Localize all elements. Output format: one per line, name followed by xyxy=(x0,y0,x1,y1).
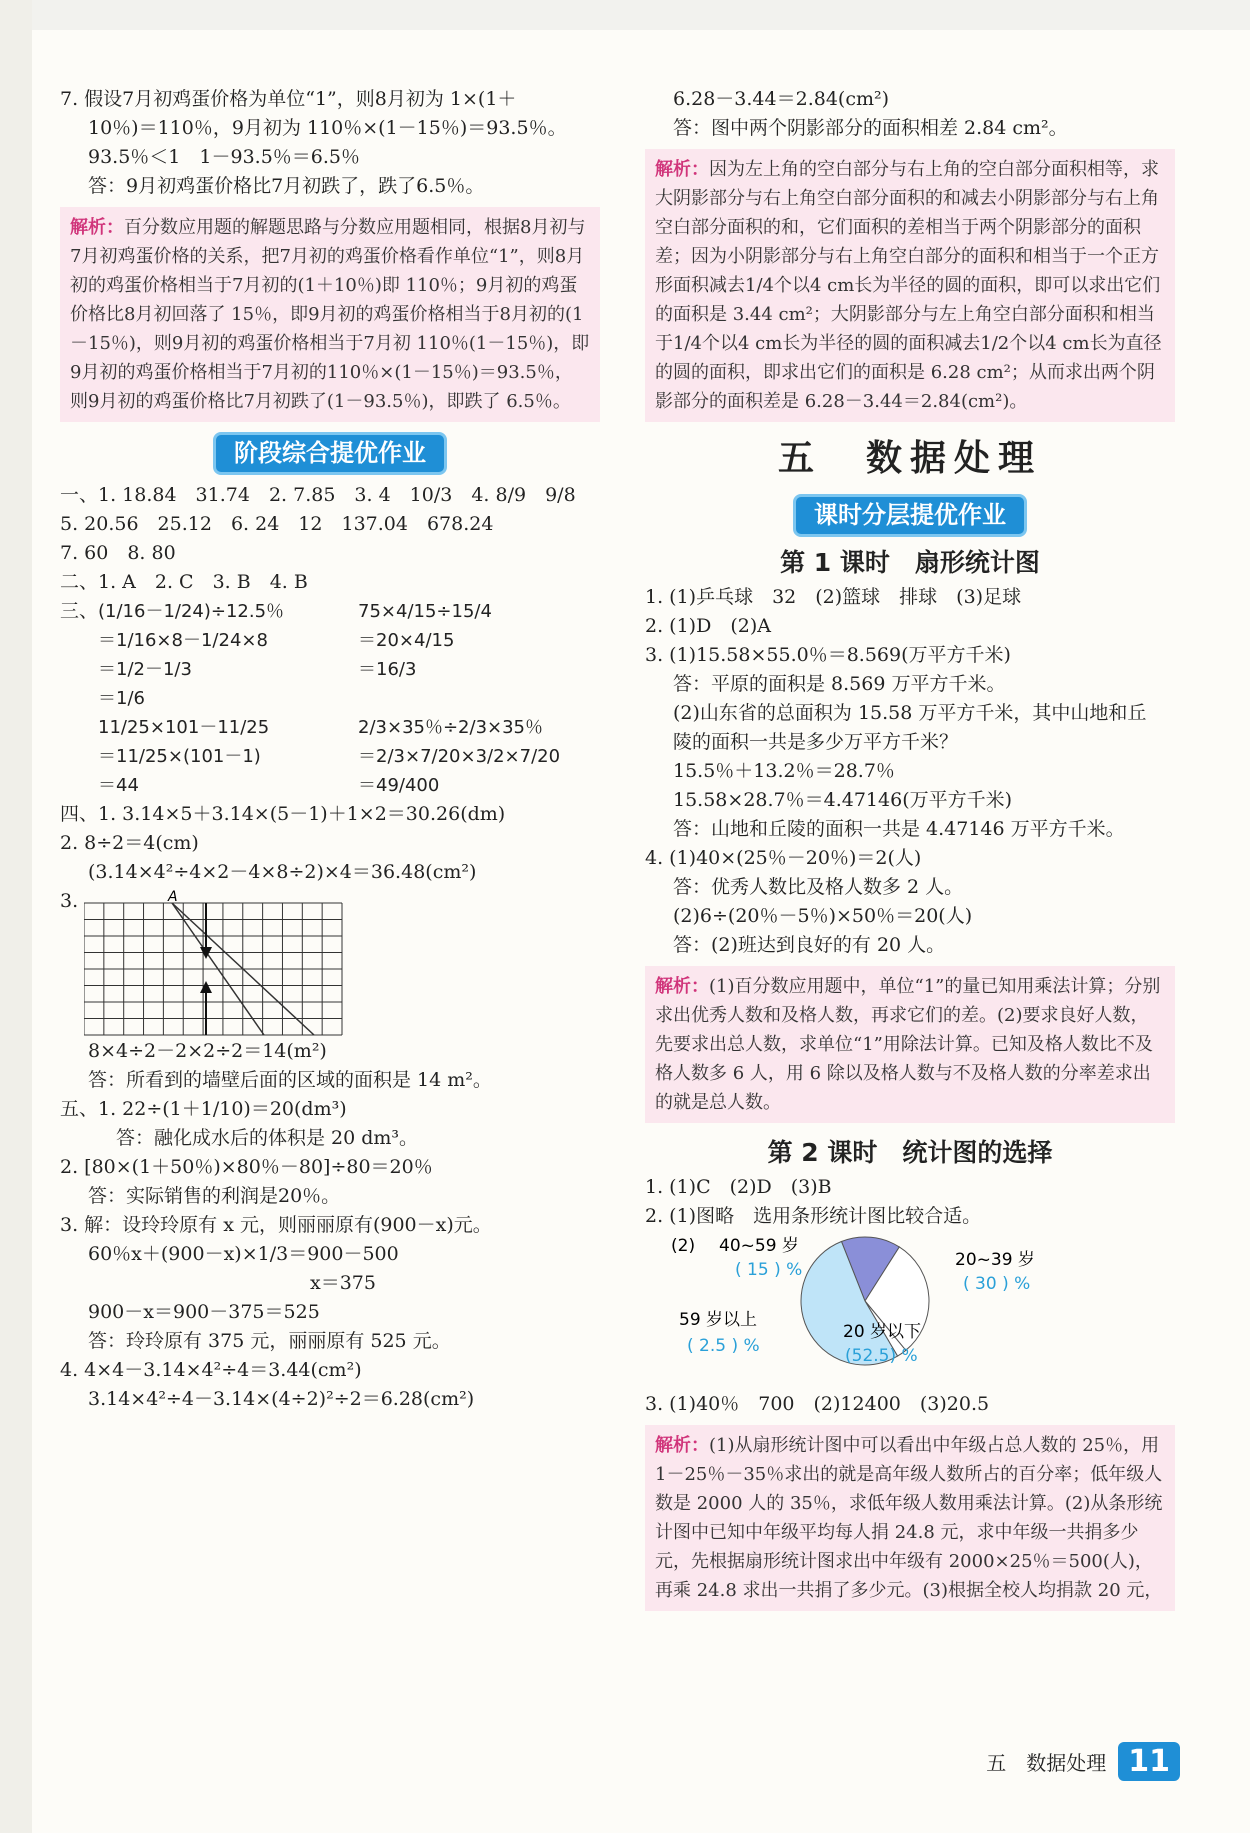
sec3-block xyxy=(60,597,600,800)
page-top-edge xyxy=(0,0,1250,30)
sec5-line: 答：实际销售的利润是20％。 xyxy=(88,1185,341,1207)
l1-line: 2. (1)D (2)A xyxy=(645,615,771,637)
page-footer xyxy=(986,1742,1180,1781)
l1-line: (2)6÷(20％－5％)×50％＝20(人) xyxy=(673,905,973,927)
sec5-line: 2. [80×(1＋50％)×80％－80]÷80＝20％ xyxy=(60,1156,433,1178)
pie-label-name: 20 岁以下 xyxy=(843,1322,922,1342)
pie-label-value: ( 2.5 ) % xyxy=(687,1336,760,1356)
sec5-line: 4. 4×4－3.14×4²÷4＝3.44(cm²) xyxy=(60,1359,362,1381)
analysis-note-3 xyxy=(645,966,1175,1123)
sec5-line: 60％x＋(900－x)×1/3＝900－500 xyxy=(88,1243,399,1265)
sec5-line: 答：玲玲原有 375 元，丽丽原有 525 元。 xyxy=(88,1330,451,1352)
top-line: 6.28－3.44＝2.84(cm²) xyxy=(673,88,890,110)
lesson-title: 第 1 课时 扇形统计图 xyxy=(780,548,1040,577)
l1-line: 3. (1)15.58×55.0％＝8.569(万平方千米) xyxy=(645,644,1011,666)
sec4-line: 3. xyxy=(60,890,79,912)
analysis-text: 因为左上角的空白部分与右上角的空白部分面积相等，求大阴影部分与右上角空白部分面积的和减去小阴影部分与右上角空白部分面积的和，它们面积的差相当于两个阴影部分的面积差；因为小阴影部分与右上角空白部分的面积和相当于一个正方形面积减去1/4个以4 cm长为半径的圆的面积，即可以求出它们的面积是 3.44 cm²；大阴影部分与左上角空白部分面积和相当于1/4个以4 cm长为半径的圆的面积减去1/2个以4 cm长为直径的圆的面积，即求出它们的面积是 6.28 cm²；从而求出两个阴影部分的面积差是 6.28－3.44＝2.84(cm²)。 xyxy=(655,159,1162,412)
grid-lines xyxy=(84,903,342,1035)
top-line: 答：图中两个阴影部分的面积相差 2.84 cm²。 xyxy=(673,117,1068,139)
pie-prefix: (2) xyxy=(671,1236,696,1256)
l1-line: 1. (1)乒乓球 32 (2)篮球 排球 (3)足球 xyxy=(645,586,1022,608)
sec5-line: 五、1. 22÷(1＋1/10)＝20(dm³) xyxy=(60,1098,347,1120)
analysis-note-4 xyxy=(645,1425,1175,1611)
q7-line: 10％)＝110％，9月初为 110％×(1－15％)＝93.5％。 xyxy=(88,117,567,139)
sec5-line: x＝375 xyxy=(310,1272,376,1294)
calc-cell: ＝44 xyxy=(98,775,139,796)
l1-line: 陵的面积一共是多少万平方千米？ xyxy=(673,731,959,753)
arrow-up-head xyxy=(200,981,212,993)
unit-title: 五 数据处理 xyxy=(777,437,1042,479)
sec4-line: 四、1. 3.14×5＋3.14×(5－1)＋1×2＝30.26(dm) xyxy=(60,803,506,825)
sec5-line: 答：融化成水后的体积是 20 dm³。 xyxy=(116,1127,419,1149)
calc-cell: ＝16/3 xyxy=(358,659,417,680)
l1-line: 答：山地和丘陵的面积一共是 4.47146 万平方千米。 xyxy=(673,818,1125,840)
sec4-line: 答：所看到的墙壁后面的区域的面积是 14 m²。 xyxy=(88,1069,492,1091)
pie-label-name: 40~59 岁 xyxy=(719,1236,799,1256)
l1-line: 答：(2)班达到良好的有 20 人。 xyxy=(673,934,946,956)
calc-cell: (1/16－1/24)÷12.5％ xyxy=(98,601,285,622)
sec4-line: (3.14×4²÷4×2－4×8÷2)×4＝36.48(cm²) xyxy=(88,861,477,883)
page-binding-edge xyxy=(0,0,32,1833)
l2-line: 3. (1)40％ 700 (2)12400 (3)20.5 xyxy=(645,1393,990,1415)
grid-figure xyxy=(84,887,344,1037)
l1-line: 答：优秀人数比及格人数多 2 人。 xyxy=(673,876,964,898)
lesson-title: 第 2 课时 统计图的选择 xyxy=(767,1138,1053,1167)
analysis-note-2 xyxy=(645,149,1175,422)
pie-label-value: ( 30 ) % xyxy=(963,1274,1031,1294)
l1-line: 15.5％＋13.2％＝28.7％ xyxy=(673,760,895,782)
calc-cell: ＝2/3×7/20×3/2×7/20 xyxy=(358,746,561,767)
pie-label-value: ( 15 ) % xyxy=(735,1260,803,1280)
analysis-label: 解析： xyxy=(655,1435,709,1456)
l2-line: 2. (1)图略 选用条形统计图比较合适。 xyxy=(645,1205,982,1227)
sec1-line: 5. 20.56 25.12 6. 24 12 137.04 678.24 xyxy=(60,513,494,535)
grid-point-label: A xyxy=(168,889,178,905)
sec1-line: 一、1. 18.84 31.74 2. 7.85 3. 4 10/3 4. 8/9 9/8 xyxy=(60,484,576,506)
calc-cell: ＝20×4/15 xyxy=(358,630,455,651)
q7-line: 7. 假设7月初鸡蛋价格为单位“1”，则8月初为 1×(1＋ xyxy=(60,88,517,110)
pie-label-name: 59 岁以上 xyxy=(679,1310,758,1330)
pie-label-name: 20~39 岁 xyxy=(955,1250,1035,1270)
analysis-text: 百分数应用题的解题思路与分数应用题相同，根据8月初与7月初鸡蛋价格的关系，把7月初的鸡蛋价格看作单位“1”，则8月初的鸡蛋价格相当于7月初的(1＋10％)即 110％；9月初的鸡蛋价格比8月初回落了 15％，即9月初的鸡蛋价格相当于8月初的(1－15％)，则9月初的鸡蛋价格相当于7月初 110％(1－15％)，即9月初的鸡蛋价格相当于7月初的110％×(1－15％)＝93.5％，则9月初的鸡蛋价格比7月初跌了(1－93.5％)，即跌了 6.5％。 xyxy=(70,217,590,412)
page-number: 11 xyxy=(1118,1742,1180,1781)
right-column xyxy=(645,85,1175,1621)
footer-section: 五 数据处理 xyxy=(986,1751,1107,1775)
pie-chart xyxy=(665,1231,1065,1381)
q7-line: 答：9月初鸡蛋价格比7月初跌了，跌了6.5％。 xyxy=(88,175,485,197)
calc-cell: 75×4/15÷15/4 xyxy=(358,601,492,622)
l1-line: (2)山东省的总面积为 15.58 万平方千米，其中山地和丘 xyxy=(673,702,1147,724)
left-column xyxy=(60,85,600,1414)
sec5-line: 900－x＝900－375＝525 xyxy=(88,1301,320,1323)
sec2-line: 二、1. A 2. C 3. B 4. B xyxy=(60,571,308,593)
calc-cell: ＝1/6 xyxy=(98,688,145,709)
sec3-label: 三、 xyxy=(60,600,99,622)
sec1-line: 7. 60 8. 80 xyxy=(60,542,176,564)
pie-label-value: (52.5) % xyxy=(845,1346,918,1366)
calc-cell: 2/3×35％÷2/3×35％ xyxy=(358,717,544,738)
l1-line: 15.58×28.7％＝4.47146(万平方千米) xyxy=(673,789,1013,811)
calc-cell xyxy=(358,684,618,713)
calc-cell: ＝49/400 xyxy=(358,775,440,796)
calc-cell: ＝1/16×8－1/24×8 xyxy=(98,630,268,651)
calc-cell: 11/25×101－11/25 xyxy=(98,717,270,738)
sec5-line: 3.14×4²÷4－3.14×(4÷2)²÷2＝6.28(cm²) xyxy=(88,1388,475,1410)
q7-line: 93.5％＜1 1－93.5％＝6.5％ xyxy=(88,146,361,168)
l1-line: 4. (1)40×(25％－20％)＝2(人) xyxy=(645,847,922,869)
l1-line: 答：平原的面积是 8.569 万平方千米。 xyxy=(673,673,1006,695)
sec4-line: 2. 8÷2＝4(cm) xyxy=(60,832,199,854)
analysis-text: (1)百分数应用题中，单位“1”的量已知用乘法计算；分别求出优秀人数和及格人数，再求它们的差。(2)要求良好人数，先要求出总人数，求单位“1”用除法计算。已知及格人数比不及格人数多 6 人，用 6 除以及格人数与不及格人数的分率差求出的就是总人数。 xyxy=(655,976,1161,1113)
analysis-label: 解析： xyxy=(70,217,124,238)
analysis-label: 解析： xyxy=(655,976,709,997)
sec4-line: 8×4÷2－2×2÷2＝14(m²) xyxy=(88,1040,327,1062)
analysis-note-1 xyxy=(60,207,600,422)
l2-line: 1. (1)C (2)D (3)B xyxy=(645,1176,832,1198)
section-banner: 阶段综合提优作业 xyxy=(213,432,447,475)
analysis-label: 解析： xyxy=(655,159,709,180)
sec5-line: 3. 解：设玲玲原有 x 元，则丽丽原有(900－x)元。 xyxy=(60,1214,492,1236)
calc-grid xyxy=(98,597,618,800)
analysis-text: (1)从扇形统计图中可以看出中年级占总人数的 25％，用 1－25％－35％求出的就是高年级人数所占的百分率；低年级人数是 2000 人的 35％，求低年级人数用乘法计算。(2)从条形统计图中已知中年级平均每人捐 24.8 元，求中年级一共捐多少元，先根据扇形统计图求出中年级有 2000×25％＝500(人)，再乘 24.8 求出一共捐了多少元。(3)根据全校人均捐款 20 元， xyxy=(655,1435,1163,1601)
calc-cell: ＝1/2－1/3 xyxy=(98,659,192,680)
grid-figure-row xyxy=(60,887,600,1037)
calc-cell: ＝11/25×(101－1) xyxy=(98,746,261,767)
section-banner: 课时分层提优作业 xyxy=(793,494,1027,537)
